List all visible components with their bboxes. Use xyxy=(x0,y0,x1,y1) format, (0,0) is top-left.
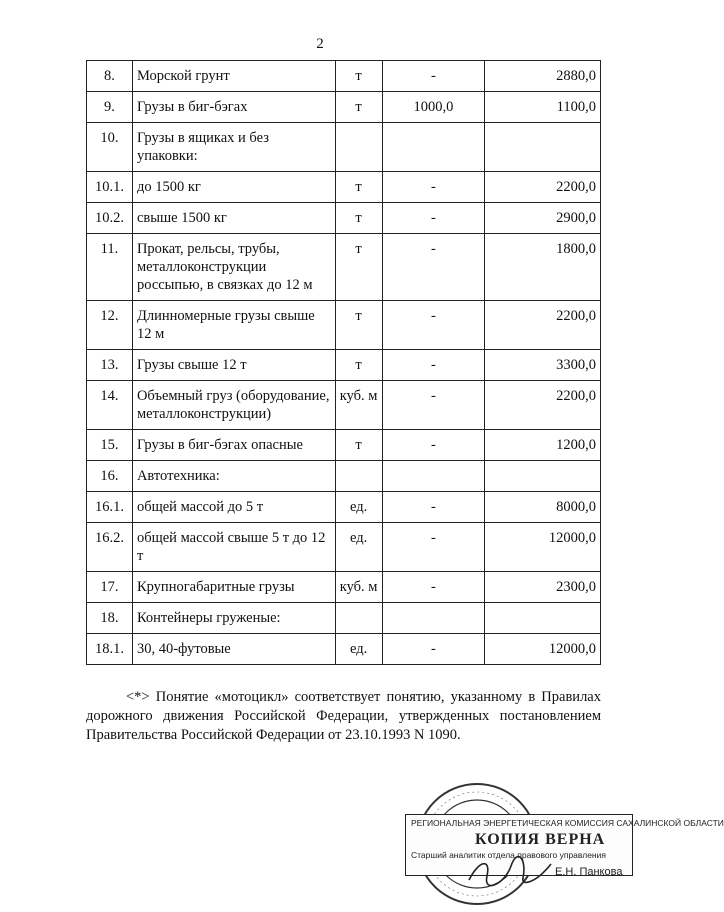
tariff-value: 8000,0 xyxy=(485,492,601,523)
cargo-name: Объемный груз (оборудование, металлоконструкции) xyxy=(132,381,335,430)
table-row xyxy=(87,461,601,492)
unit-of-measure xyxy=(335,461,382,492)
tariff-column-3: - xyxy=(382,430,485,461)
tariff-column-3: - xyxy=(382,572,485,603)
tariff-column-3: 1000,0 xyxy=(382,92,485,123)
cargo-name: общей массой до 5 т xyxy=(132,492,335,523)
tariff-value: 3300,0 xyxy=(485,350,601,381)
tariff-value: 12000,0 xyxy=(485,634,601,665)
tariff-column-3: - xyxy=(382,350,485,381)
unit-of-measure: т xyxy=(335,234,382,301)
tariff-value: 2880,0 xyxy=(485,61,601,92)
tariff-column-3: - xyxy=(382,492,485,523)
tariff-value: 1800,0 xyxy=(485,234,601,301)
row-number: 10.2. xyxy=(87,203,133,234)
cargo-name: Грузы свыше 12 т xyxy=(132,350,335,381)
tariff-value: 2300,0 xyxy=(485,572,601,603)
tariff-column-3 xyxy=(382,461,485,492)
unit-of-measure xyxy=(335,123,382,172)
cargo-name: свыше 1500 кг xyxy=(132,203,335,234)
cargo-name: Грузы в биг-бэгах xyxy=(132,92,335,123)
table-row xyxy=(87,430,601,461)
tariff-value: 2200,0 xyxy=(485,301,601,350)
row-number: 9. xyxy=(87,92,133,123)
table-row xyxy=(87,301,601,350)
unit-of-measure: т xyxy=(335,301,382,350)
unit-of-measure: т xyxy=(335,350,382,381)
table-row xyxy=(87,572,601,603)
tariff-column-3: - xyxy=(382,523,485,572)
tariff-value xyxy=(485,123,601,172)
row-number: 16.1. xyxy=(87,492,133,523)
row-number: 10. xyxy=(87,123,133,172)
unit-of-measure: ед. xyxy=(335,634,382,665)
cargo-name: Длинномерные грузы свыше 12 м xyxy=(132,301,335,350)
table-row xyxy=(87,634,601,665)
tariff-value xyxy=(485,461,601,492)
row-number: 11. xyxy=(87,234,133,301)
tariff-column-3: - xyxy=(382,172,485,203)
tariff-value: 2900,0 xyxy=(485,203,601,234)
tariff-value: 2200,0 xyxy=(485,381,601,430)
table-row xyxy=(87,92,601,123)
row-number: 15. xyxy=(87,430,133,461)
tariff-column-3 xyxy=(382,603,485,634)
row-number: 8. xyxy=(87,61,133,92)
stamp-signer: Е.Н. Панкова xyxy=(555,866,623,878)
tariff-column-3: - xyxy=(382,203,485,234)
tariff-column-3 xyxy=(382,123,485,172)
unit-of-measure: т xyxy=(335,172,382,203)
unit-of-measure: т xyxy=(335,61,382,92)
cargo-name: Грузы в ящиках и без упаковки: xyxy=(132,123,335,172)
footnote: <*> Понятие «мотоцикл» соответствует понятию, указанному в Правилах дорожного движения Российской Федерации, утвержденных постановлением Правительства Российской Федерации от 23.10.1993 N 1090. xyxy=(86,689,601,743)
tariff-column-3: - xyxy=(382,234,485,301)
cargo-name: Автотехника: xyxy=(132,461,335,492)
cargo-name: Грузы в биг-бэгах опасные xyxy=(132,430,335,461)
page-number: 2 xyxy=(316,36,324,52)
tariff-value: 2200,0 xyxy=(485,172,601,203)
row-number: 18. xyxy=(87,603,133,634)
table-row xyxy=(87,381,601,430)
row-number: 16.2. xyxy=(87,523,133,572)
stamp-title: КОПИЯ ВЕРНА xyxy=(475,831,606,848)
table-row xyxy=(87,61,601,92)
tariff-table-body xyxy=(87,61,601,665)
unit-of-measure: т xyxy=(335,92,382,123)
unit-of-measure: т xyxy=(335,430,382,461)
tariff-column-3: - xyxy=(382,301,485,350)
tariff-value xyxy=(485,603,601,634)
table-row xyxy=(87,350,601,381)
row-number: 16. xyxy=(87,461,133,492)
unit-of-measure: ед. xyxy=(335,523,382,572)
tariff-value: 12000,0 xyxy=(485,523,601,572)
table-row xyxy=(87,234,601,301)
cargo-name: Прокат, рельсы, трубы, металлоконструкции россыпью, в связках до 12 м xyxy=(132,234,335,301)
cargo-name: Морской грунт xyxy=(132,61,335,92)
table-row xyxy=(87,603,601,634)
tariff-column-3: - xyxy=(382,634,485,665)
row-number: 14. xyxy=(87,381,133,430)
handwritten-signature-icon xyxy=(465,854,555,890)
cargo-name: 30, 40-футовые xyxy=(132,634,335,665)
unit-of-measure xyxy=(335,603,382,634)
tariff-table xyxy=(86,60,601,665)
unit-of-measure: куб. м xyxy=(335,381,382,430)
tariff-value: 1200,0 xyxy=(485,430,601,461)
cargo-name: общей массой свыше 5 т до 12 т xyxy=(132,523,335,572)
stamp-agency: РЕГИОНАЛЬНАЯ ЭНЕРГЕТИЧЕСКАЯ КОМИССИЯ САХАЛИНСКОЙ ОБЛАСТИ xyxy=(411,818,724,828)
tariff-value: 1100,0 xyxy=(485,92,601,123)
row-number: 10.1. xyxy=(87,172,133,203)
cargo-name: до 1500 кг xyxy=(132,172,335,203)
row-number: 13. xyxy=(87,350,133,381)
cargo-name: Крупногабаритные грузы xyxy=(132,572,335,603)
table-row xyxy=(87,203,601,234)
unit-of-measure: ед. xyxy=(335,492,382,523)
row-number: 12. xyxy=(87,301,133,350)
unit-of-measure: куб. м xyxy=(335,572,382,603)
table-row xyxy=(87,172,601,203)
row-number: 17. xyxy=(87,572,133,603)
table-row xyxy=(87,523,601,572)
row-number: 18.1. xyxy=(87,634,133,665)
stamp-position: Старший аналитик отдела правового управления xyxy=(411,850,606,860)
table-row xyxy=(87,492,601,523)
cargo-name: Контейнеры груженые: xyxy=(132,603,335,634)
tariff-column-3: - xyxy=(382,381,485,430)
tariff-column-3: - xyxy=(382,61,485,92)
table-row xyxy=(87,123,601,172)
certification-stamp xyxy=(405,776,724,906)
unit-of-measure: т xyxy=(335,203,382,234)
